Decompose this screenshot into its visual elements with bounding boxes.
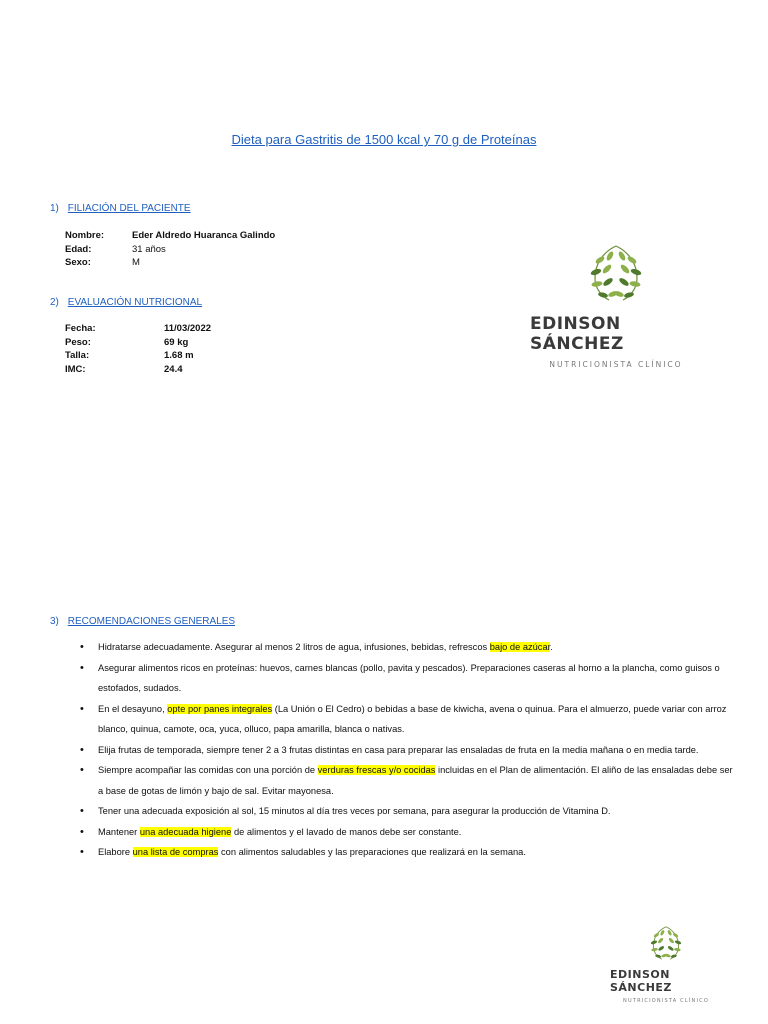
- logo-brand-name: EDINSON SÁNCHEZ: [530, 314, 624, 354]
- section-heading-filiacion: [50, 203, 191, 214]
- item-text: con alimentos saludables y las preparaciones que realizará en la semana.: [218, 847, 526, 857]
- field-value: 24.4: [164, 363, 183, 375]
- item-text: incluidas en el Plan de alimentación. El aliño de las ensaladas debe ser a base de gotas de limón y bajo de sal. Evitar mayonesa.: [98, 765, 733, 796]
- item-text: Hidratarse adecuadamente. Asegurar al menos 2 litros de agua, infusiones, bebidas, refrescos: [98, 642, 490, 652]
- leaf-wreath-icon: [581, 238, 651, 308]
- leaf-wreath-icon-shapes: [650, 927, 681, 959]
- field-label: Sexo:: [65, 257, 91, 268]
- field-row: [65, 364, 211, 378]
- list-item: [80, 842, 740, 863]
- section-number: 2): [50, 297, 59, 308]
- field-label: Edad:: [65, 243, 92, 255]
- highlighted-text: verduras frescas y/o cocidas: [317, 765, 436, 775]
- list-item: [80, 822, 740, 843]
- list-item: [80, 740, 740, 761]
- nutrition-evaluation: [65, 323, 211, 377]
- item-text: En el desayuno,: [98, 703, 168, 714]
- list-item: [80, 637, 740, 658]
- section-heading-recomendaciones: [50, 616, 235, 627]
- item-text: Siempre acompañar las comidas con una porción de: [98, 765, 318, 775]
- field-label: Fecha:: [65, 323, 96, 334]
- list-item: [80, 699, 740, 740]
- field-value: Eder Aldredo Huaranca Galindo: [132, 230, 276, 241]
- field-value: 1.68 m: [164, 350, 194, 361]
- highlighted-text: una lista de compras: [132, 847, 219, 857]
- section-number: 3): [50, 616, 59, 627]
- item-text: .: [550, 642, 553, 652]
- list-item: [80, 658, 740, 699]
- field-value: 69 kg: [164, 336, 189, 348]
- leaf-wreath-icon-shapes: [590, 246, 642, 300]
- section-title: RECOMENDACIONES GENERALES: [67, 616, 236, 627]
- brand-logo: [530, 238, 702, 369]
- section-title: EVALUACIÓN NUTRICIONAL: [67, 297, 203, 308]
- field-label: IMC:: [65, 363, 86, 375]
- logo-brand-name: EDINSON SÁNCHEZ: [610, 968, 672, 994]
- list-item: [80, 801, 740, 822]
- section-heading-evaluacion: [50, 297, 202, 308]
- item-text: Elija frutas de temporada, siempre tener 2 a 3 frutas distintas en casa para preparar las ensaladas de fruta en la media mañana o en media tarde.: [98, 744, 699, 755]
- highlighted-text: bajo de azúcar: [489, 642, 551, 652]
- item-text: Mantener: [98, 826, 140, 837]
- field-row: [65, 323, 211, 337]
- field-label: Peso:: [65, 336, 91, 348]
- field-label: Talla:: [65, 350, 90, 361]
- list-item: [80, 760, 740, 801]
- footer-brand-logo: [610, 922, 722, 1004]
- document-title: Dieta para Gastritis de 1500 kcal y 70 g de Proteínas: [231, 132, 537, 147]
- logo-subtitle: NUTRICIONISTA CLÍNICO: [549, 360, 683, 369]
- field-row: [65, 337, 211, 351]
- logo-subtitle: NUTRICIONISTA CLÍNICO: [623, 998, 709, 1004]
- recommendations-list: [80, 637, 740, 863]
- item-text: Elabore: [98, 847, 133, 857]
- section-number: 1): [50, 203, 59, 214]
- field-value: M: [132, 257, 140, 268]
- field-value: 11/03/2022: [164, 323, 212, 334]
- field-row: [65, 230, 275, 244]
- item-text: de alimentos y el lavado de manos debe ser constante.: [231, 826, 462, 837]
- item-text: Tener una adecuada exposición al sol, 15 minutos al día tres veces por semana, para asegurar la producción de Vitamina D.: [98, 806, 611, 816]
- field-label: Nombre:: [65, 230, 105, 241]
- leaf-wreath-icon: [645, 922, 687, 964]
- highlighted-text: una adecuada higiene: [139, 826, 232, 837]
- item-text: (La Unión o El Cedro) o bebidas a base de kiwicha, avena o quinua. Para el almuerzo, puede variar con arroz blanco, quinua, camote, oca, yuca, olluco, papa amarilla, blanca o nativas.: [98, 703, 727, 734]
- field-value: 31 años: [132, 243, 166, 255]
- field-row: [65, 257, 275, 271]
- field-row: [65, 244, 275, 258]
- patient-info: [65, 230, 275, 271]
- field-row: [65, 350, 211, 364]
- section-title: FILIACIÓN DEL PACIENTE: [67, 203, 191, 214]
- item-text: Asegurar alimentos ricos en proteínas: huevos, carnes blancas (pollo, pavita y pescados). Preparaciones caseras al horno a la plancha, como guisos o estofados, sudados.: [98, 662, 720, 693]
- highlighted-text: opte por panes integrales: [167, 703, 273, 714]
